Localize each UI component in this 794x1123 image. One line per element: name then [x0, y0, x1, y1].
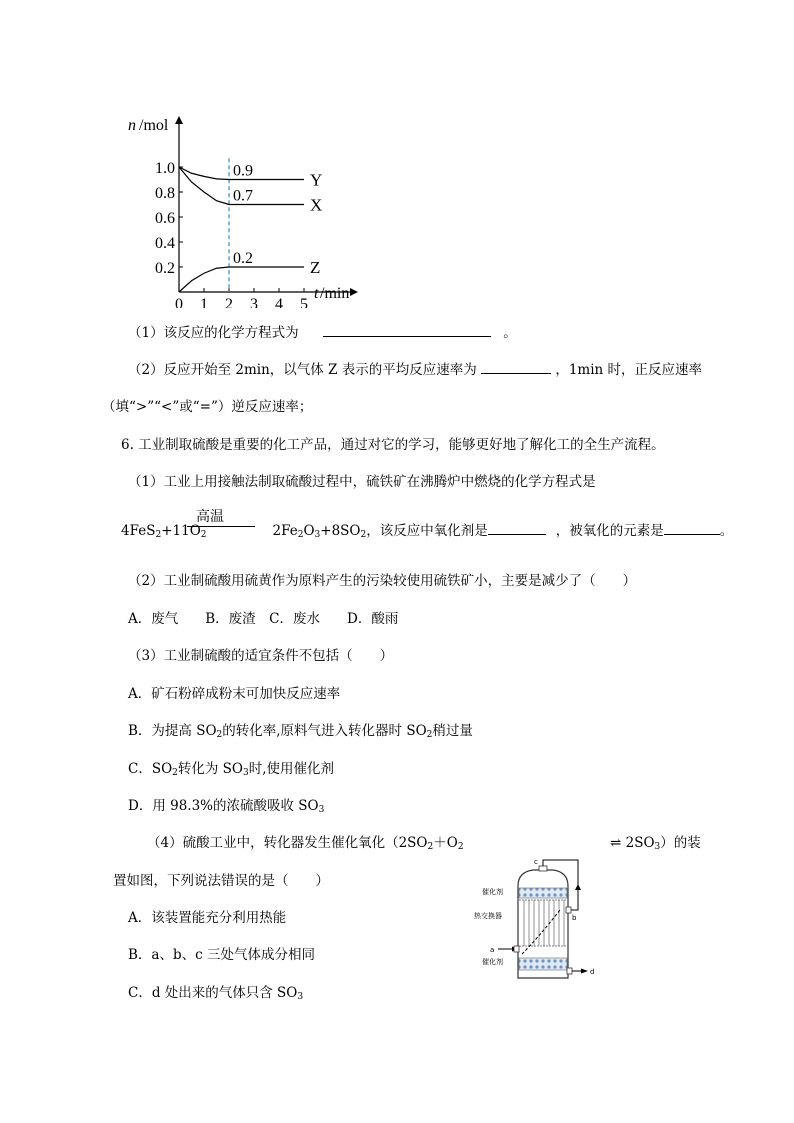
- x-tick-label: 5: [300, 296, 308, 308]
- answer-blank-rate[interactable]: [481, 360, 551, 374]
- eq-sub: 2: [155, 530, 162, 540]
- question-1-end: 。: [503, 325, 517, 341]
- q6-part-1-intro: （1）工业上用接触法制取硫酸过程中，硫铁矿在沸腾炉中燃烧的化学方程式是: [128, 474, 596, 490]
- eq-reactant-2: +11O: [161, 523, 201, 539]
- y-tick-label: 0.4: [155, 235, 175, 252]
- q6-part-3-option-d: [128, 794, 324, 814]
- series-name-label-y: Y: [310, 170, 323, 190]
- series-value-label-z: 0.2: [233, 250, 253, 267]
- question-6-title: 6. 工业制取硫酸是重要的化工产品，通过对它的学习，能够更好地了解化工的全生产流程。: [121, 437, 665, 453]
- y-tick-label: 1.0: [155, 160, 175, 177]
- answer-blank-oxidized-element[interactable]: [664, 521, 720, 535]
- opt-text: C．SO: [128, 761, 173, 777]
- reaction-condition: 高温: [196, 509, 224, 525]
- label-catalyst-top: 催化剂: [482, 888, 503, 896]
- x-tick-label: 1: [200, 296, 208, 308]
- p4-sub: 2: [457, 842, 464, 852]
- opt-text: 的转化率,原料气进入转化器时 SO: [222, 723, 427, 739]
- question-1-text: （1）该反应的化学方程式为: [128, 325, 299, 341]
- question-2-mid: ，1min 时，正反应速率: [555, 362, 703, 378]
- series-value-label-y: 0.9: [233, 162, 253, 180]
- x-tick-label: 0: [175, 296, 183, 308]
- y-tick-label: 0.6: [155, 210, 175, 227]
- bottom-catalyst-bed: [519, 958, 567, 970]
- answer-blank-oxidant[interactable]: [488, 521, 546, 535]
- q6-part-4-option-b: B．a、b、c 三处气体成分相同: [128, 947, 315, 963]
- eq-sub: 3: [314, 530, 321, 540]
- recycle-pipe: [543, 860, 578, 910]
- opt-text: 转化为 SO: [177, 761, 243, 777]
- q6-part-2-options: A．废气 B．废渣 C．废水 D．酸雨: [128, 611, 399, 627]
- q6-part-3-option-c: [128, 757, 334, 777]
- opt-sub: 2: [216, 730, 223, 740]
- eq-sub: 2: [297, 530, 304, 540]
- p4-text: ⇌ 2SO: [610, 835, 655, 851]
- question-1: [128, 321, 517, 341]
- label-a: a: [490, 946, 495, 954]
- x-tick-label: 3: [250, 296, 258, 308]
- recycle-arrow-up: [575, 884, 581, 890]
- opt-text: 时,使用催化剂: [248, 761, 335, 777]
- p4-sub: 2: [427, 842, 434, 852]
- label-d: d: [590, 968, 595, 976]
- label-heat-exchanger: 热交换器: [474, 912, 502, 920]
- series-line-z: [179, 267, 304, 292]
- label-catalyst-bottom: 催化剂: [482, 958, 503, 966]
- eq-product-2: +8SO: [320, 523, 361, 539]
- eq-product-1-o: O: [303, 523, 315, 539]
- q6-part-4-option-a: A．该装置能充分利用热能: [128, 910, 287, 926]
- top-catalyst-bed: [519, 888, 567, 898]
- x-tick-label: 2: [225, 296, 233, 308]
- heat-exchanger-tubes: [524, 900, 564, 946]
- eq-sub: 2: [360, 530, 367, 540]
- y-axis-label-italic: n: [128, 117, 136, 134]
- q6-part-4-option-c: [128, 981, 303, 1001]
- q6-part-3: （3）工业制硫酸的适宜条件不包括（ ）: [128, 648, 394, 664]
- p4-text: （4）硫酸工业中，转化器发生催化氧化（2SO: [147, 835, 428, 851]
- opt-sub: 2: [172, 768, 178, 778]
- label-b: b: [572, 914, 577, 922]
- opt-text: B．为提高 SO: [128, 723, 217, 739]
- opt-text: C．d 处出来的气体只含 SO: [128, 985, 298, 1001]
- x-axis-label-unit: /min: [320, 285, 350, 302]
- q6-part-3-option-b: [128, 719, 473, 739]
- y-axis-label-unit: /mol: [139, 117, 169, 134]
- x-axis-arrow: [350, 288, 358, 296]
- eq-sub: 2: [200, 530, 207, 540]
- question-2-text: （2）反应开始至 2min，以气体 Z 表示的平均反应速率为: [128, 362, 477, 378]
- opt-text: 稍过量: [432, 723, 473, 739]
- y-tick-label: 0.8: [155, 185, 175, 202]
- x-axis-label-italic: t: [314, 285, 319, 302]
- y-tick-label: 0.2: [155, 260, 175, 277]
- series-name-label-x: X: [310, 195, 323, 215]
- y-axis-arrow: [175, 116, 183, 124]
- opt-sub: 3: [243, 768, 249, 778]
- q6-part-4: [147, 831, 464, 851]
- mole-time-chart: [110, 108, 370, 308]
- opt-text: D．用 98.3%的浓硫酸吸收 SO: [128, 798, 319, 814]
- label-c: c: [534, 858, 538, 866]
- opt-sub: 3: [318, 805, 325, 815]
- eq-tail: ，该反应中氧化剂是: [366, 523, 488, 539]
- series-name-label-z: Z: [310, 258, 321, 277]
- eq-tail-2: ，被氧化的元素是: [555, 523, 664, 539]
- series-value-label-x: 0.7: [233, 187, 253, 205]
- q6-part-1-equation: [121, 519, 733, 539]
- q6-part-2: （2）工业制硫酸用硫黄作为原料产生的污染较使用硫铁矿小，主要是减少了（ ）: [128, 573, 637, 589]
- question-2-line-2: （填“>”“<”或“=”）逆反应速率；: [102, 399, 313, 415]
- opt-sub: 3: [297, 992, 304, 1002]
- q6-part-4-line-2: 置如图，下列说法错误的是（ ）: [113, 873, 329, 889]
- x-tick-label: 4: [275, 296, 283, 308]
- p4-text: ＋O: [433, 835, 458, 851]
- q6-part-4-tail: [610, 831, 701, 851]
- eq-product-1: 2Fe: [272, 523, 298, 539]
- question-2: [128, 358, 702, 378]
- p4-sub: 3: [654, 842, 661, 852]
- eq-reactant-1: 4FeS: [121, 523, 156, 539]
- eq-end: 。: [719, 523, 734, 539]
- q6-part-3-option-a: A．矿石粉碎成粉末可加快反应速率: [128, 686, 341, 702]
- converter-apparatus-diagram: [468, 850, 618, 990]
- opt-sub: 2: [426, 730, 433, 740]
- p4-text: ）的装: [660, 835, 701, 851]
- answer-blank-equation[interactable]: [323, 323, 491, 337]
